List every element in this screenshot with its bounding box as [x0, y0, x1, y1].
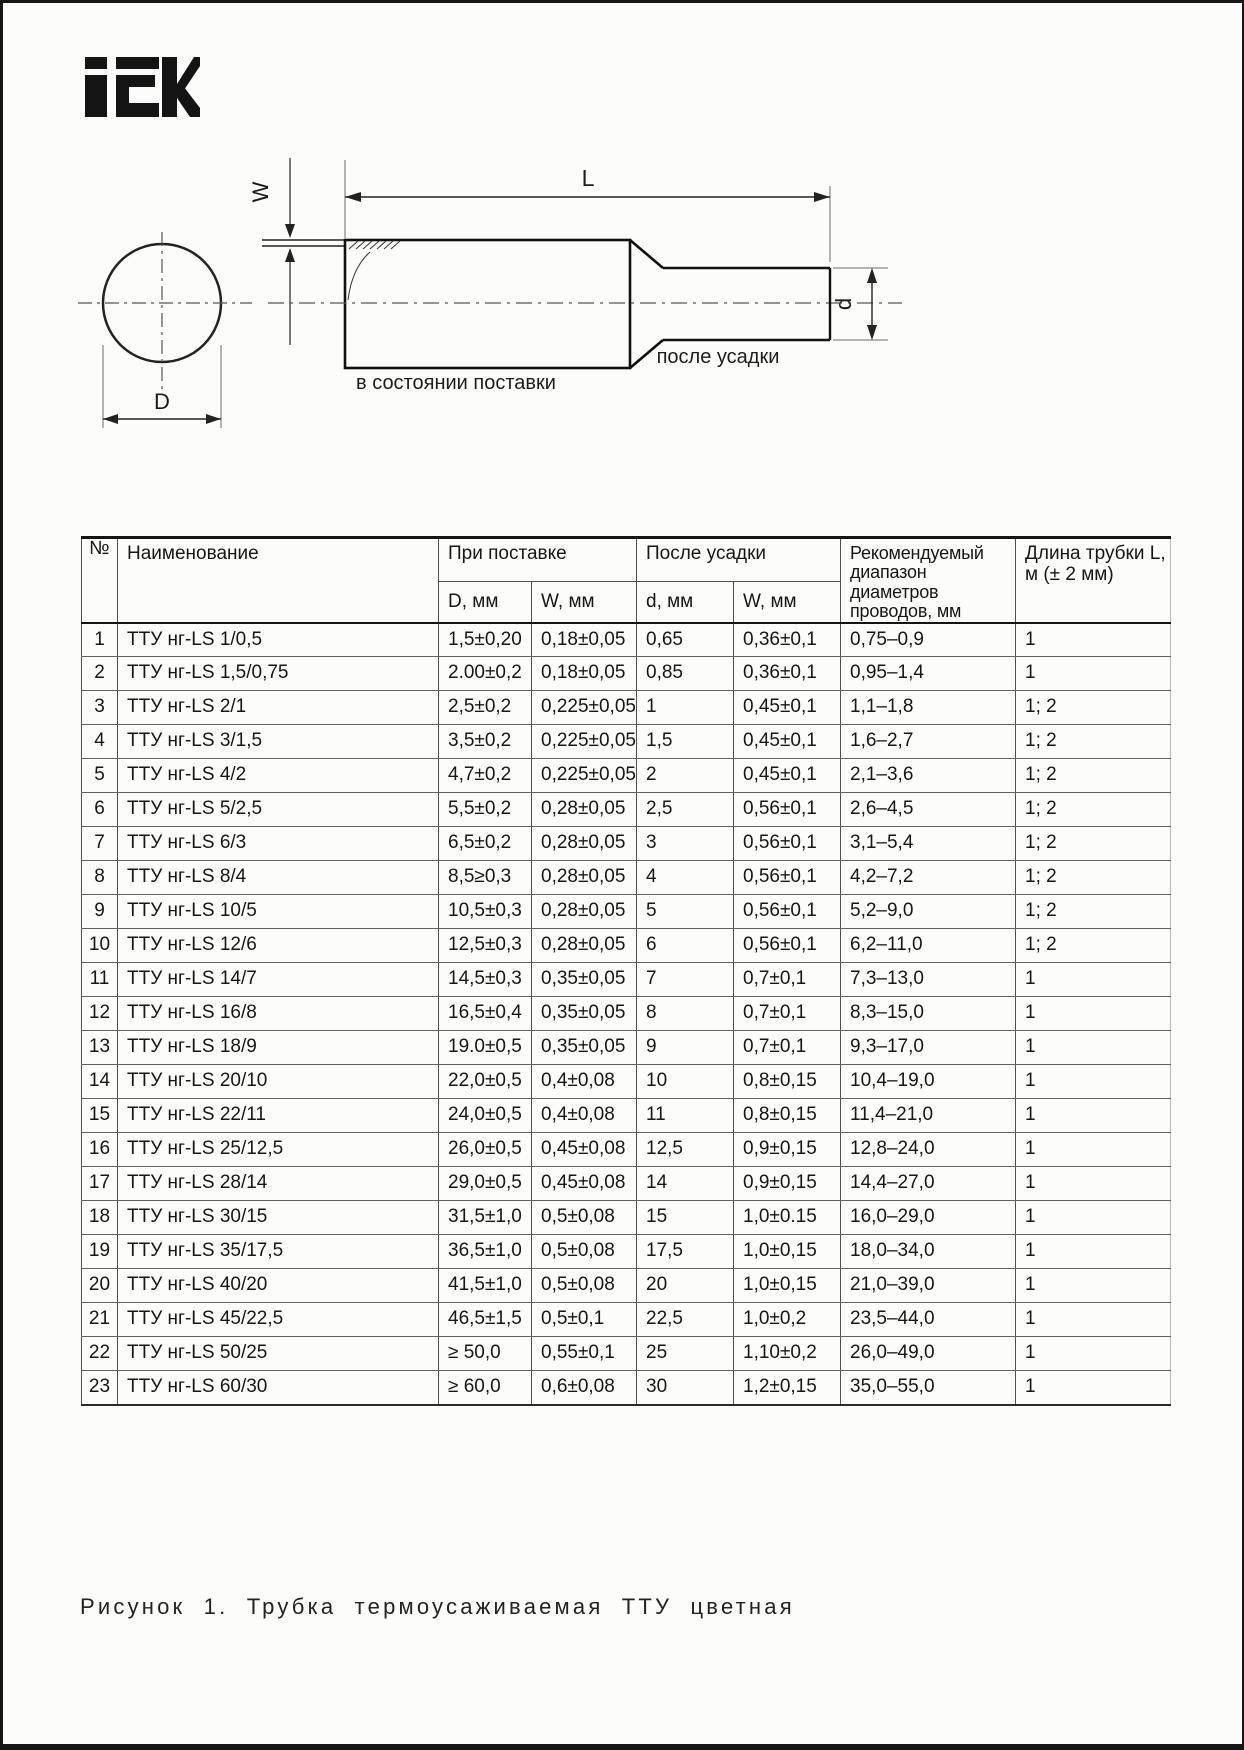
l-arrow-right — [814, 192, 830, 202]
tube-length-m: 1 — [1016, 1167, 1171, 1201]
table-row — [82, 1065, 1171, 1099]
row-number: 8 — [82, 861, 118, 895]
delivery-d-mm: ≥ 50,0 — [439, 1337, 532, 1371]
delivery-w-mm: 0,225±0,05 — [532, 691, 637, 725]
delivery-w-mm: 0,5±0,1 — [532, 1303, 637, 1337]
d-arrow-left — [103, 414, 118, 424]
delivery-w-mm: 0,35±0,05 — [532, 963, 637, 997]
shrink-w-mm: 0,7±0,1 — [734, 1031, 841, 1065]
row-number: 6 — [82, 793, 118, 827]
delivery-d-mm: 6,5±0,2 — [439, 827, 532, 861]
delivery-w-mm: 0,4±0,08 — [532, 1065, 637, 1099]
shrink-w-mm: 1,0±0,2 — [734, 1303, 841, 1337]
shrink-w-mm: 0,45±0,1 — [734, 759, 841, 793]
table-row — [82, 1201, 1171, 1235]
row-number: 21 — [82, 1303, 118, 1337]
table-row — [82, 1031, 1171, 1065]
wire-range-mm: 4,2–7,2 — [841, 861, 1016, 895]
delivery-d-mm: 46,5±1,5 — [439, 1303, 532, 1337]
row-number: 5 — [82, 759, 118, 793]
wire-range-mm: 10,4–19,0 — [841, 1065, 1016, 1099]
shrink-w-mm: 0,36±0,1 — [734, 657, 841, 691]
product-name: ТТУ нг-LS 2/1 — [118, 691, 439, 725]
product-name: ТТУ нг-LS 45/22,5 — [118, 1303, 439, 1337]
col-header-length: Длина трубки L, м (± 2 мм) — [1016, 538, 1171, 623]
product-name: ТТУ нг-LS 35/17,5 — [118, 1235, 439, 1269]
wire-range-mm: 2,6–4,5 — [841, 793, 1016, 827]
wire-range-mm: 16,0–29,0 — [841, 1201, 1016, 1235]
label-D: D — [154, 389, 170, 414]
delivery-d-mm: 26,0±0,5 — [439, 1133, 532, 1167]
table-row — [82, 861, 1171, 895]
shrink-d-mm: 17,5 — [637, 1235, 734, 1269]
wire-range-mm: 23,5–44,0 — [841, 1303, 1016, 1337]
tube-length-m: 1; 2 — [1016, 827, 1171, 861]
table-row — [82, 1133, 1171, 1167]
table-row — [82, 1099, 1171, 1133]
delivery-w-mm: 0,225±0,05 — [532, 725, 637, 759]
table-row — [82, 691, 1171, 725]
product-name: ТТУ нг-LS 16/8 — [118, 997, 439, 1031]
product-name: ТТУ нг-LS 12/6 — [118, 929, 439, 963]
row-number: 17 — [82, 1167, 118, 1201]
shrink-d-mm: 0,85 — [637, 657, 734, 691]
delivery-w-mm: 0,45±0,08 — [532, 1133, 637, 1167]
hatch-marks — [349, 241, 400, 249]
shrink-w-mm: 0,7±0,1 — [734, 963, 841, 997]
wire-range-mm: 18,0–34,0 — [841, 1235, 1016, 1269]
tube-length-m: 1 — [1016, 1099, 1171, 1133]
delivery-d-mm: 4,7±0,2 — [439, 759, 532, 793]
row-number: 20 — [82, 1269, 118, 1303]
shrink-w-mm: 0,45±0,1 — [734, 725, 841, 759]
shrink-w-mm: 0,56±0,1 — [734, 793, 841, 827]
row-number: 7 — [82, 827, 118, 861]
delivery-w-mm: 0,28±0,05 — [532, 895, 637, 929]
wire-range-mm: 8,3–15,0 — [841, 997, 1016, 1031]
shrink-w-mm: 1,0±0,15 — [734, 1235, 841, 1269]
delivery-w-mm: 0,5±0,08 — [532, 1235, 637, 1269]
wire-range-mm: 6,2–11,0 — [841, 929, 1016, 963]
delivery-w-mm: 0,28±0,05 — [532, 793, 637, 827]
wire-range-mm: 1,1–1,8 — [841, 691, 1016, 725]
spec-table-body — [82, 623, 1171, 1405]
row-number: 3 — [82, 691, 118, 725]
table-row — [82, 725, 1171, 759]
col-header-shrink-W: W, мм — [734, 581, 841, 622]
shrink-d-mm: 8 — [637, 997, 734, 1031]
shrink-d-mm: 10 — [637, 1065, 734, 1099]
table-row — [82, 759, 1171, 793]
label-delivery-state: в состоянии поставки — [356, 372, 556, 394]
tube-length-m: 1 — [1016, 1065, 1171, 1099]
shrink-d-mm: 25 — [637, 1337, 734, 1371]
delivery-d-mm: 10,5±0,3 — [439, 895, 532, 929]
table-row — [82, 1235, 1171, 1269]
delivery-w-mm: 0,4±0,08 — [532, 1099, 637, 1133]
l-arrow-left — [345, 192, 361, 202]
row-number: 10 — [82, 929, 118, 963]
product-name: ТТУ нг-LS 28/14 — [118, 1167, 439, 1201]
col-header-name: Наименование — [118, 538, 439, 623]
tube-length-m: 1; 2 — [1016, 691, 1171, 725]
delivery-d-mm: 24,0±0,5 — [439, 1099, 532, 1133]
shrink-w-mm: 0,9±0,15 — [734, 1133, 841, 1167]
product-name: ТТУ нг-LS 14/7 — [118, 963, 439, 997]
table-row — [82, 1303, 1171, 1337]
col-group-after-shrink: После усадки — [637, 538, 841, 582]
product-name: ТТУ нг-LS 1,5/0,75 — [118, 657, 439, 691]
delivery-d-mm: 8,5≥0,3 — [439, 861, 532, 895]
delivery-w-mm: 0,5±0,08 — [532, 1201, 637, 1235]
wire-range-mm: 0,95–1,4 — [841, 657, 1016, 691]
tube-shrunk-body — [663, 268, 830, 340]
tube-length-m: 1; 2 — [1016, 759, 1171, 793]
table-row — [82, 929, 1171, 963]
wire-range-mm: 21,0–39,0 — [841, 1269, 1016, 1303]
shrink-w-mm: 0,7±0,1 — [734, 997, 841, 1031]
tube-length-m: 1 — [1016, 1031, 1171, 1065]
wire-range-mm: 0,75–0,9 — [841, 623, 1016, 657]
shrink-w-mm: 0,56±0,1 — [734, 861, 841, 895]
table-row — [82, 1337, 1171, 1371]
tube-length-m: 1 — [1016, 1133, 1171, 1167]
tube-length-m: 1 — [1016, 657, 1171, 691]
delivery-d-mm: 16,5±0,4 — [439, 997, 532, 1031]
delivery-w-mm: 0,28±0,05 — [532, 861, 637, 895]
product-name: ТТУ нг-LS 4/2 — [118, 759, 439, 793]
delivery-w-mm: 0,28±0,05 — [532, 827, 637, 861]
col-header-delivery-D: D, мм — [439, 581, 532, 622]
delivery-w-mm: 0,225±0,05 — [532, 759, 637, 793]
wire-range-mm: 26,0–49,0 — [841, 1337, 1016, 1371]
row-number: 2 — [82, 657, 118, 691]
row-number: 12 — [82, 997, 118, 1031]
spec-table — [81, 536, 1171, 1406]
small-d-arrow-down — [867, 325, 877, 340]
shrink-w-mm: 0,9±0,15 — [734, 1167, 841, 1201]
product-name: ТТУ нг-LS 22/11 — [118, 1099, 439, 1133]
tube-length-m: 1 — [1016, 997, 1171, 1031]
delivery-d-mm: 29,0±0,5 — [439, 1167, 532, 1201]
shrink-w-mm: 0,8±0,15 — [734, 1065, 841, 1099]
tube-length-m: 1; 2 — [1016, 895, 1171, 929]
table-row — [82, 827, 1171, 861]
label-W: W — [248, 181, 273, 203]
shrink-d-mm: 2,5 — [637, 793, 734, 827]
col-group-delivery: При поставке — [439, 538, 637, 582]
wire-range-mm: 3,1–5,4 — [841, 827, 1016, 861]
wire-range-mm: 2,1–3,6 — [841, 759, 1016, 793]
product-name: ТТУ нг-LS 30/15 — [118, 1201, 439, 1235]
tube-length-m: 1 — [1016, 1235, 1171, 1269]
product-name: ТТУ нг-LS 25/12,5 — [118, 1133, 439, 1167]
tube-length-m: 1 — [1016, 1371, 1171, 1405]
delivery-d-mm: 2.00±0,2 — [439, 657, 532, 691]
row-number: 18 — [82, 1201, 118, 1235]
table-row — [82, 997, 1171, 1031]
shrink-w-mm: 0,56±0,1 — [734, 929, 841, 963]
d-arrow-right — [206, 414, 221, 424]
table-row — [82, 1269, 1171, 1303]
col-header-number: № — [82, 538, 118, 623]
table-row — [82, 1371, 1171, 1405]
shrink-d-mm: 1 — [637, 691, 734, 725]
product-name: ТТУ нг-LS 18/9 — [118, 1031, 439, 1065]
wire-range-mm: 14,4–27,0 — [841, 1167, 1016, 1201]
spec-table-header — [82, 538, 1171, 623]
shrink-w-mm: 1,0±0.15 — [734, 1201, 841, 1235]
delivery-w-mm: 0,5±0,08 — [532, 1269, 637, 1303]
product-name: ТТУ нг-LS 5/2,5 — [118, 793, 439, 827]
delivery-w-mm: 0,45±0,08 — [532, 1167, 637, 1201]
delivery-d-mm: 14,5±0,3 — [439, 963, 532, 997]
wire-range-mm: 35,0–55,0 — [841, 1371, 1016, 1405]
product-name: ТТУ нг-LS 6/3 — [118, 827, 439, 861]
wire-range-mm: 1,6–2,7 — [841, 725, 1016, 759]
wall-leader-curve — [348, 252, 370, 300]
row-number: 23 — [82, 1371, 118, 1405]
shrink-w-mm: 0,56±0,1 — [734, 827, 841, 861]
delivery-w-mm: 0,6±0,08 — [532, 1371, 637, 1405]
delivery-d-mm: 19.0±0,5 — [439, 1031, 532, 1065]
shrink-d-mm: 22,5 — [637, 1303, 734, 1337]
product-name: ТТУ нг-LS 50/25 — [118, 1337, 439, 1371]
table-row — [82, 1167, 1171, 1201]
row-number: 14 — [82, 1065, 118, 1099]
label-after-shrink: после усадки — [656, 346, 780, 368]
shrink-d-mm: 20 — [637, 1269, 734, 1303]
table-row — [82, 895, 1171, 929]
tube-length-m: 1 — [1016, 1201, 1171, 1235]
delivery-d-mm: 3,5±0,2 — [439, 725, 532, 759]
wire-range-mm: 12,8–24,0 — [841, 1133, 1016, 1167]
wire-range-mm: 5,2–9,0 — [841, 895, 1016, 929]
product-name: ТТУ нг-LS 60/30 — [118, 1371, 439, 1405]
wire-range-mm: 11,4–21,0 — [841, 1099, 1016, 1133]
label-small-d: d — [831, 297, 856, 311]
delivery-w-mm: 0,35±0,05 — [532, 1031, 637, 1065]
tube-wall-edge — [262, 240, 345, 246]
technical-diagram — [0, 0, 1244, 520]
product-name: ТТУ нг-LS 8/4 — [118, 861, 439, 895]
shrink-w-mm: 0,45±0,1 — [734, 691, 841, 725]
col-header-shrink-d: d, мм — [637, 581, 734, 622]
tube-length-m: 1 — [1016, 1337, 1171, 1371]
shrink-d-mm: 11 — [637, 1099, 734, 1133]
delivery-d-mm: 1,5±0,20 — [439, 623, 532, 657]
shrink-d-mm: 15 — [637, 1201, 734, 1235]
table-row — [82, 793, 1171, 827]
delivery-w-mm: 0,55±0,1 — [532, 1337, 637, 1371]
product-name: ТТУ нг-LS 20/10 — [118, 1065, 439, 1099]
label-L: L — [581, 165, 595, 191]
delivery-w-mm: 0,28±0,05 — [532, 929, 637, 963]
shrink-d-mm: 0,65 — [637, 623, 734, 657]
product-name: ТТУ нг-LS 10/5 — [118, 895, 439, 929]
wire-range-mm: 9,3–17,0 — [841, 1031, 1016, 1065]
delivery-w-mm: 0,35±0,05 — [532, 997, 637, 1031]
w-arrow-down — [285, 224, 295, 238]
shrink-d-mm: 12,5 — [637, 1133, 734, 1167]
shrink-d-mm: 9 — [637, 1031, 734, 1065]
delivery-w-mm: 0,18±0,05 — [532, 623, 637, 657]
row-number: 19 — [82, 1235, 118, 1269]
tube-delivered-body — [345, 240, 630, 368]
delivery-d-mm: 5,5±0,2 — [439, 793, 532, 827]
tube-length-m: 1; 2 — [1016, 861, 1171, 895]
col-header-delivery-W: W, мм — [532, 581, 637, 622]
shrink-w-mm: 1,10±0,2 — [734, 1337, 841, 1371]
tube-length-m: 1 — [1016, 963, 1171, 997]
w-arrow-up — [285, 248, 295, 262]
shrink-d-mm: 6 — [637, 929, 734, 963]
row-number: 4 — [82, 725, 118, 759]
tube-length-m: 1; 2 — [1016, 725, 1171, 759]
delivery-d-mm: 31,5±1,0 — [439, 1201, 532, 1235]
delivery-w-mm: 0,18±0,05 — [532, 657, 637, 691]
shrink-w-mm: 0,36±0,1 — [734, 623, 841, 657]
tube-length-m: 1; 2 — [1016, 793, 1171, 827]
delivery-d-mm: 41,5±1,0 — [439, 1269, 532, 1303]
shrink-w-mm: 0,8±0,15 — [734, 1099, 841, 1133]
delivery-d-mm: ≥ 60,0 — [439, 1371, 532, 1405]
shrink-d-mm: 7 — [637, 963, 734, 997]
small-d-arrow-up — [867, 268, 877, 283]
shrink-d-mm: 1,5 — [637, 725, 734, 759]
shrink-d-mm: 30 — [637, 1371, 734, 1405]
row-number: 16 — [82, 1133, 118, 1167]
figure-caption: Рисунок 1. Трубка термоусаживаемая ТТУ цветная — [80, 1594, 795, 1619]
row-number: 15 — [82, 1099, 118, 1133]
shrink-d-mm: 3 — [637, 827, 734, 861]
table-row — [82, 657, 1171, 691]
row-number: 13 — [82, 1031, 118, 1065]
delivery-d-mm: 22,0±0,5 — [439, 1065, 532, 1099]
tube-length-m: 1 — [1016, 623, 1171, 657]
col-header-wire-range: Рекомендуемый диапазон диаметров проводов, мм — [841, 538, 1016, 623]
row-number: 11 — [82, 963, 118, 997]
product-name: ТТУ нг-LS 1/0,5 — [118, 623, 439, 657]
shrink-d-mm: 4 — [637, 861, 734, 895]
delivery-d-mm: 36,5±1,0 — [439, 1235, 532, 1269]
row-number: 9 — [82, 895, 118, 929]
tube-length-m: 1; 2 — [1016, 929, 1171, 963]
row-number: 1 — [82, 623, 118, 657]
shrink-d-mm: 14 — [637, 1167, 734, 1201]
delivery-d-mm: 12,5±0,3 — [439, 929, 532, 963]
shrink-d-mm: 5 — [637, 895, 734, 929]
wire-range-mm: 7,3–13,0 — [841, 963, 1016, 997]
shrink-w-mm: 1,0±0,15 — [734, 1269, 841, 1303]
product-name: ТТУ нг-LS 3/1,5 — [118, 725, 439, 759]
shrink-w-mm: 1,2±0,15 — [734, 1371, 841, 1405]
shrink-d-mm: 2 — [637, 759, 734, 793]
table-row — [82, 623, 1171, 657]
delivery-d-mm: 2,5±0,2 — [439, 691, 532, 725]
tube-length-m: 1 — [1016, 1269, 1171, 1303]
product-name: ТТУ нг-LS 40/20 — [118, 1269, 439, 1303]
row-number: 22 — [82, 1337, 118, 1371]
tube-length-m: 1 — [1016, 1303, 1171, 1337]
table-row — [82, 963, 1171, 997]
shrink-w-mm: 0,56±0,1 — [734, 895, 841, 929]
